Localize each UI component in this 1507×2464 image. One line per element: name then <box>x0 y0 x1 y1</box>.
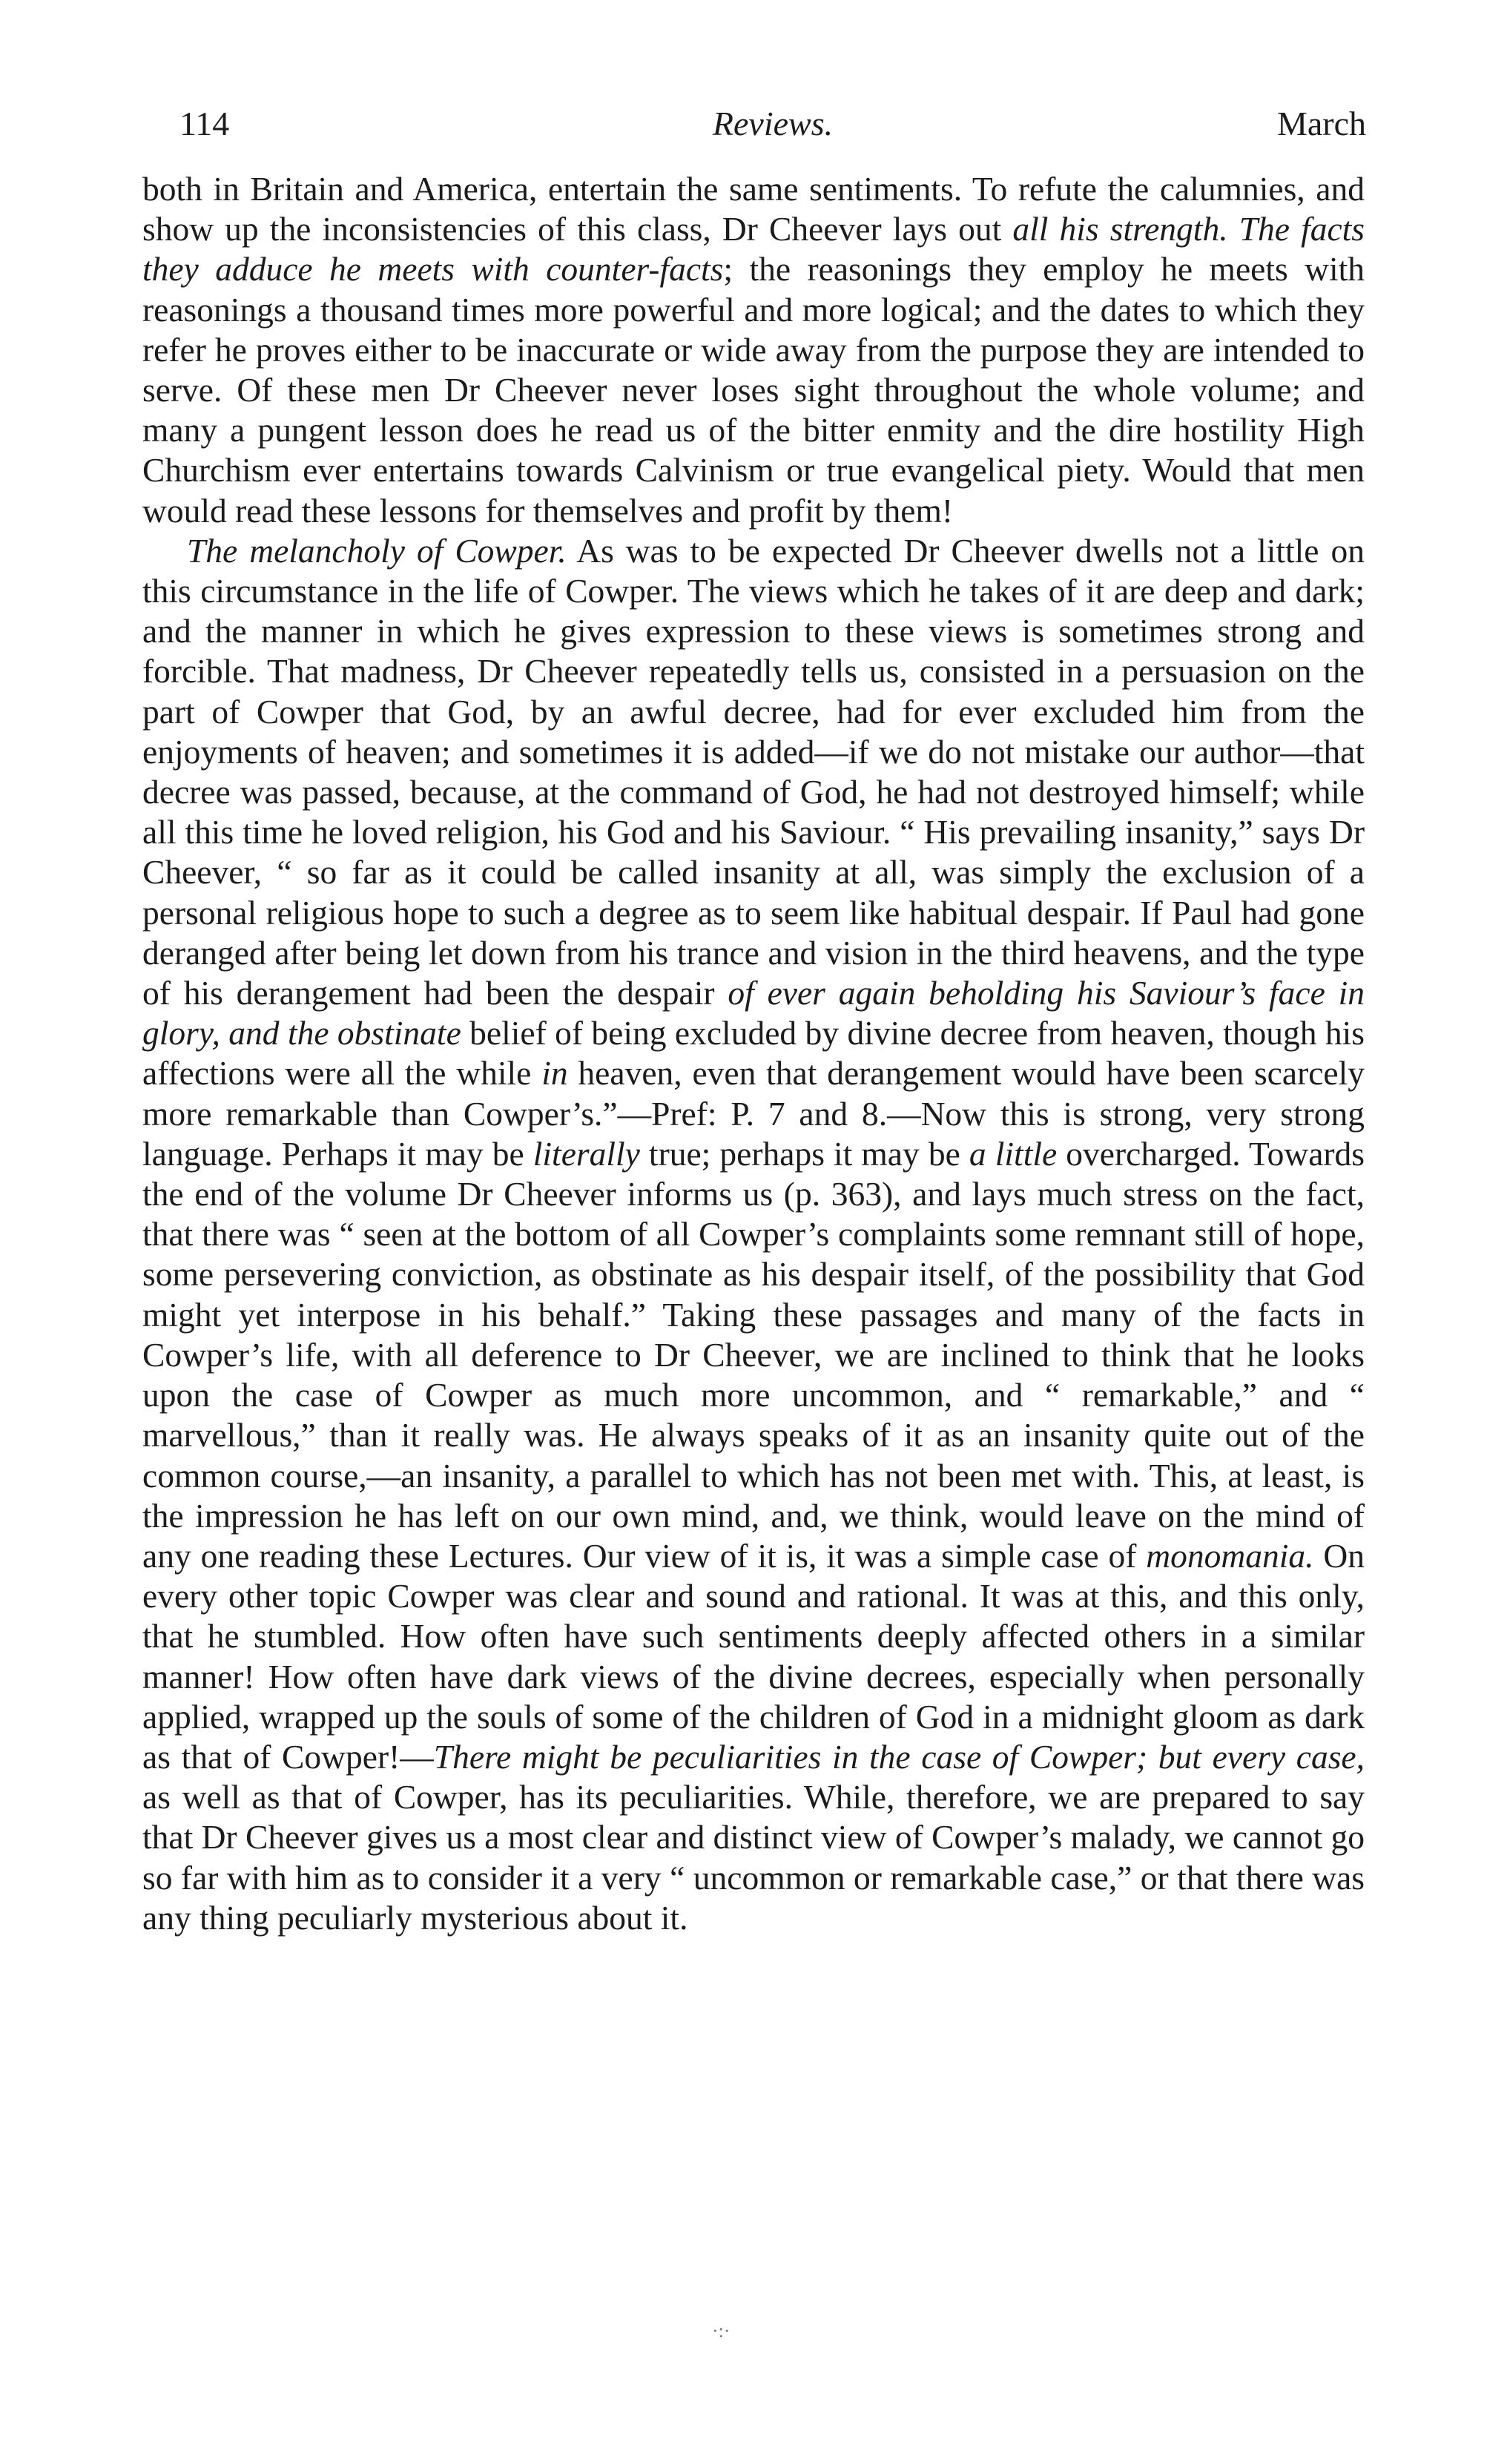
text-run: both in Britain and America, entertain the same sentiments. To refute the calumnies, and show up the inconsistencies of this class, Dr Cheever lays out <box>142 170 1365 248</box>
italic-run: of ever again beholding his Saviour’s face in glory, and the obstinate <box>142 974 1365 1053</box>
italic-run: literally <box>532 1134 640 1173</box>
italic-run: in <box>541 1054 568 1093</box>
text-run: true; perhaps it may be <box>639 1134 969 1173</box>
page-number: 114 <box>179 105 230 142</box>
text-run: overcharged. Towards the end of the volume Dr Cheever informs us (p. 363), and lays much stress on the fact, that there was “ seen at the bottom of all Cowper’s complaints some remnant still of hope, some persevering conviction, as obstinate as his despair itself, of the possibility that God might yet interpose in his behalf.” Taking these passages and many of the facts in Cowper’s life, with all deference to Dr Cheever, we are inclined to think that he looks upon the case of Cowper as much more uncommon, and “ remarkable,” and “ marvellous,” than it really was. He always speaks of it as an insanity quite out of the common course,—an insanity, a parallel to which has not been met with. This, at least, is the impression he has left on our own mind, and, we think, would leave on the mind of any one reading these Lectures. Our view of it is, it was a simple case of <box>142 1134 1365 1575</box>
text-run: heaven, even that derangement would have been scarcely more remarkable than Cowper’s.”—Pref: P. 7 and 8.—Now this is strong, very strong language. Perhaps it may be <box>142 1054 1365 1173</box>
paragraph-2 <box>142 531 1365 1938</box>
body-text <box>142 169 1365 1938</box>
text-run: belief of being excluded by divine decree from heaven, though his affections were all the while <box>142 1014 1365 1093</box>
italic-run: The facts they adduce he meets with counter-facts <box>142 210 1365 289</box>
running-month: March <box>1276 105 1366 142</box>
italic-run: all his strength. <box>1012 210 1228 248</box>
text-run: As was to be expected Dr Cheever dwells not a little on this circumstance in the life of Cowper. The views which he takes of it are deep and dark; and the manner in which he gives expression to these views is sometimes strong and forcible. That madness, Dr Cheever repeatedly tells us, consisted in a persuasion on the part of Cowper that God, by an awful decree, had for ever excluded him from the enjoyments of heaven; and sometimes it is added—if we do not mistake our author—that decree was passed, because, at the command of God, he had not destroyed himself; while all this time he loved religion, his God and his Saviour. “ His prevailing insanity,” says Dr Cheever, “ so far as it could be called insanity at all, was simply the exclusion of a personal religious hope to such a degree as to seem like habitual despair. If Paul had gone deranged after being let down from his trance and vision in the third heavens, and the type of his derangement had been the despair <box>142 531 1365 1012</box>
running-title: Reviews. <box>712 105 834 142</box>
text-run: ; the reasonings they employ he meets with reasonings a thousand times more powerful and more logical; and the dates to which they refer he proves either to be inaccurate or wide away from the purpose they are intended to serve. Of these men Dr Cheever never loses sight throughout the whole volume; and many a pungent lesson does he read us of the bitter enmity and the dire hostility High Churchism ever entertains towards Calvinism or true evangelical piety. Would that men would read these lessons for themselves and profit by them! <box>142 250 1365 530</box>
text-run <box>1228 210 1239 248</box>
italic-run: monomania. <box>1146 1536 1314 1575</box>
italic-run: There might be peculiarities in the case of Cowper; but every case, <box>433 1737 1365 1776</box>
text-run: On every other topic Cowper was clear and sound and rational. It was at this, and this only, that he stumbled. How often have such sentiments deeply affected others in a similar manner! How often have dark views of the divine decrees, especially when personally applied, wrapped up the souls of some of the children of God in a midnight gloom as dark as that of Cowper!— <box>142 1536 1365 1776</box>
running-header <box>179 98 1366 150</box>
footer-mark: ·:· <box>712 2320 731 2342</box>
text-run: as well as that of Cowper, has its peculiarities. While, therefore, we are prepared to say that Dr Cheever gives us a most clear and distinct view of Cowper’s malady, we cannot go so far with him as to consider it a very “ uncommon or remarkable case,” or that there was any thing peculiarly mysterious about it. <box>142 1778 1365 1937</box>
paragraph-1 <box>142 169 1365 531</box>
section-heading: The melancholy of Cowper. <box>187 531 567 570</box>
italic-run: a little <box>969 1134 1058 1173</box>
